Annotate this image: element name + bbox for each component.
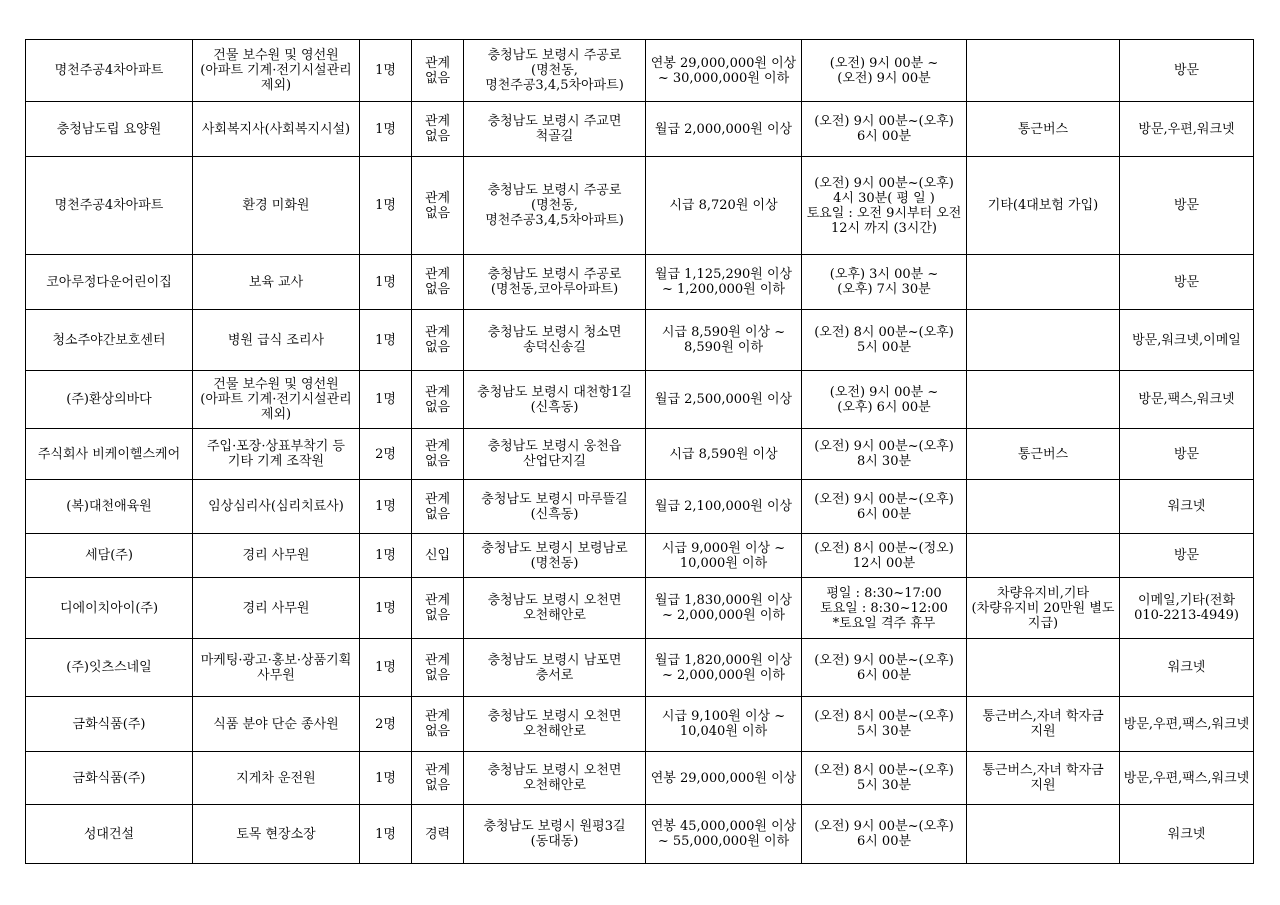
location-cell: 충청남도 보령시 청소면 송덕신송길 [464,310,646,371]
wage-cell: 월급 2,100,000원 이상 [646,480,802,534]
table-row [26,310,1254,371]
count-cell: 1명 [360,310,412,371]
position-cell: 경리 사무원 [193,534,360,578]
position-cell: 건물 보수원 및 영선원(아파트 기계·전기시설관리 제외) [193,371,360,429]
location-cell: 충청남도 보령시 원평3길 (동대동) [464,805,646,864]
hours-cell: 평일 : 8:30~17:00 토요일 : 8:30~12:00 *토요일 격주 휴무 [802,578,967,639]
position-cell: 사회복지사(사회복지시설) [193,102,360,157]
table-row [26,752,1254,805]
method-cell: 방문,우편,팩스,워크넷 [1120,752,1254,805]
method-cell: 방문,우편,팩스,워크넷 [1120,697,1254,752]
location-cell: 충청남도 보령시 대천항1길 (신흑동) [464,371,646,429]
benefits-cell [967,480,1120,534]
table-row [26,255,1254,310]
company-cell: 금화식품(주) [26,752,193,805]
count-cell: 2명 [360,697,412,752]
position-cell: 식품 분야 단순 종사원 [193,697,360,752]
wage-cell: 연봉 29,000,000원 이상 ~ 30,000,000원 이하 [646,40,802,102]
hours-cell: (오전) 9시 00분 ~ (오후) 6시 00분 [802,371,967,429]
method-cell: 방문,우편,워크넷 [1120,102,1254,157]
benefits-cell [967,40,1120,102]
wage-cell: 월급 1,820,000원 이상 ~ 2,000,000원 이하 [646,639,802,697]
location-cell: 충청남도 보령시 주공로(명천동, 명천주공3,4,5차아파트) [464,157,646,255]
experience-cell: 관계 없음 [412,429,464,480]
count-cell: 1명 [360,480,412,534]
hours-cell: (오전) 9시 00분~(오후) 4시 30분( 평 일 ) 토요일 : 오전 9시부터 오전 12시 까지 (3시간) [802,157,967,255]
company-cell: 충청남도립 요양원 [26,102,193,157]
benefits-cell: 통근버스,자녀 학자금 지원 [967,752,1120,805]
company-cell: 명천주공4차아파트 [26,157,193,255]
company-cell: (주)환상의바다 [26,371,193,429]
benefits-cell [967,310,1120,371]
table-row [26,371,1254,429]
method-cell: 워크넷 [1120,639,1254,697]
position-cell: 지게차 운전원 [193,752,360,805]
location-cell: 충청남도 보령시 주교면 척골길 [464,102,646,157]
experience-cell: 관계 없음 [412,752,464,805]
table-row [26,578,1254,639]
table-row [26,639,1254,697]
location-cell: 충청남도 보령시 주공로(명천동,코아루아파트) [464,255,646,310]
wage-cell: 월급 1,125,290원 이상 ~ 1,200,000원 이하 [646,255,802,310]
benefits-cell [967,639,1120,697]
count-cell: 1명 [360,102,412,157]
experience-cell: 관계 없음 [412,639,464,697]
table-row [26,480,1254,534]
count-cell: 1명 [360,40,412,102]
benefits-cell [967,371,1120,429]
hours-cell: (오전) 9시 00분~(오후) 6시 00분 [802,639,967,697]
experience-cell: 경력 [412,805,464,864]
wage-cell: 월급 2,500,000원 이상 [646,371,802,429]
benefits-cell [967,805,1120,864]
hours-cell: (오전) 9시 00분 ~ (오전) 9시 00분 [802,40,967,102]
position-cell: 건물 보수원 및 영선원(아파트 기계·전기시설관리 제외) [193,40,360,102]
location-cell: 충청남도 보령시 남포면 충서로 [464,639,646,697]
position-cell: 임상심리사(심리치료사) [193,480,360,534]
benefits-cell: 통근버스 [967,429,1120,480]
location-cell: 충청남도 보령시 오천면 오천해안로 [464,752,646,805]
method-cell: 이메일,기타(전화 010-2213-4949) [1120,578,1254,639]
count-cell: 1명 [360,578,412,639]
position-cell: 병원 급식 조리사 [193,310,360,371]
company-cell: 디에이치아이(주) [26,578,193,639]
position-cell: 보육 교사 [193,255,360,310]
company-cell: 금화식품(주) [26,697,193,752]
position-cell: 토목 현장소장 [193,805,360,864]
company-cell: 명천주공4차아파트 [26,40,193,102]
wage-cell: 월급 2,000,000원 이상 [646,102,802,157]
company-cell: (주)잇츠스네일 [26,639,193,697]
wage-cell: 시급 8,720원 이상 [646,157,802,255]
location-cell: 충청남도 보령시 보령남로 (명천동) [464,534,646,578]
experience-cell: 관계 없음 [412,697,464,752]
benefits-cell [967,255,1120,310]
experience-cell: 관계 없음 [412,255,464,310]
hours-cell: (오전) 9시 00분~(오후) 8시 30분 [802,429,967,480]
company-cell: 성대건설 [26,805,193,864]
method-cell: 워크넷 [1120,480,1254,534]
hours-cell: (오전) 9시 00분~(오후) 6시 00분 [802,480,967,534]
experience-cell: 관계 없음 [412,480,464,534]
wage-cell: 연봉 29,000,000원 이상 [646,752,802,805]
company-cell: (복)대천애육원 [26,480,193,534]
count-cell: 1명 [360,639,412,697]
count-cell: 1명 [360,157,412,255]
method-cell: 방문 [1120,255,1254,310]
hours-cell: (오전) 9시 00분~(오후) 6시 00분 [802,805,967,864]
hours-cell: (오전) 8시 00분~(정오) 12시 00분 [802,534,967,578]
location-cell: 충청남도 보령시 오천면 오천해안로 [464,578,646,639]
benefits-cell [967,534,1120,578]
count-cell: 1명 [360,752,412,805]
table-row [26,40,1254,102]
experience-cell: 관계 없음 [412,102,464,157]
benefits-cell: 차량유지비,기타(차량유지비 20만원 별도 지급) [967,578,1120,639]
table-row [26,429,1254,480]
company-cell: 주식회사 비케이헬스케어 [26,429,193,480]
hours-cell: (오전) 9시 00분~(오후) 6시 00분 [802,102,967,157]
experience-cell: 신입 [412,534,464,578]
experience-cell: 관계 없음 [412,371,464,429]
wage-cell: 월급 1,830,000원 이상 ~ 2,000,000원 이하 [646,578,802,639]
experience-cell: 관계 없음 [412,578,464,639]
table-row [26,805,1254,864]
table-row [26,697,1254,752]
table-row [26,102,1254,157]
benefits-cell: 통근버스,자녀 학자금 지원 [967,697,1120,752]
experience-cell: 관계 없음 [412,40,464,102]
table-row [26,157,1254,255]
benefits-cell: 통근버스 [967,102,1120,157]
wage-cell: 시급 9,000원 이상 ~ 10,000원 이하 [646,534,802,578]
hours-cell: (오전) 8시 00분~(오후) 5시 30분 [802,752,967,805]
location-cell: 충청남도 보령시 주공로(명천동, 명천주공3,4,5차아파트) [464,40,646,102]
method-cell: 방문,팩스,워크넷 [1120,371,1254,429]
table-row [26,534,1254,578]
location-cell: 충청남도 보령시 마루뜰길 (신흑동) [464,480,646,534]
job-listings-table [25,39,1254,864]
position-cell: 주입·포장·상표부착기 등 기타 기계 조작원 [193,429,360,480]
method-cell: 방문 [1120,534,1254,578]
method-cell: 방문 [1120,40,1254,102]
count-cell: 1명 [360,255,412,310]
method-cell: 방문 [1120,157,1254,255]
experience-cell: 관계 없음 [412,157,464,255]
count-cell: 1명 [360,534,412,578]
company-cell: 코아루정다운어린이집 [26,255,193,310]
method-cell: 방문,워크넷,이메일 [1120,310,1254,371]
wage-cell: 시급 8,590원 이상 [646,429,802,480]
wage-cell: 시급 9,100원 이상 ~ 10,040원 이하 [646,697,802,752]
method-cell: 방문 [1120,429,1254,480]
position-cell: 마케팅·광고·홍보·상품기획 사무원 [193,639,360,697]
location-cell: 충청남도 보령시 오천면 오천해안로 [464,697,646,752]
company-cell: 청소주야간보호센터 [26,310,193,371]
count-cell: 1명 [360,805,412,864]
hours-cell: (오전) 8시 00분~(오후) 5시 00분 [802,310,967,371]
hours-cell: (오전) 8시 00분~(오후) 5시 30분 [802,697,967,752]
table-body [26,40,1254,864]
wage-cell: 연봉 45,000,000원 이상 ~ 55,000,000원 이하 [646,805,802,864]
company-cell: 세담(주) [26,534,193,578]
count-cell: 1명 [360,371,412,429]
hours-cell: (오후) 3시 00분 ~ (오후) 7시 30분 [802,255,967,310]
wage-cell: 시급 8,590원 이상 ~ 8,590원 이하 [646,310,802,371]
experience-cell: 관계 없음 [412,310,464,371]
benefits-cell: 기타(4대보험 가입) [967,157,1120,255]
method-cell: 워크넷 [1120,805,1254,864]
location-cell: 충청남도 보령시 웅천읍 산업단지길 [464,429,646,480]
position-cell: 경리 사무원 [193,578,360,639]
position-cell: 환경 미화원 [193,157,360,255]
count-cell: 2명 [360,429,412,480]
